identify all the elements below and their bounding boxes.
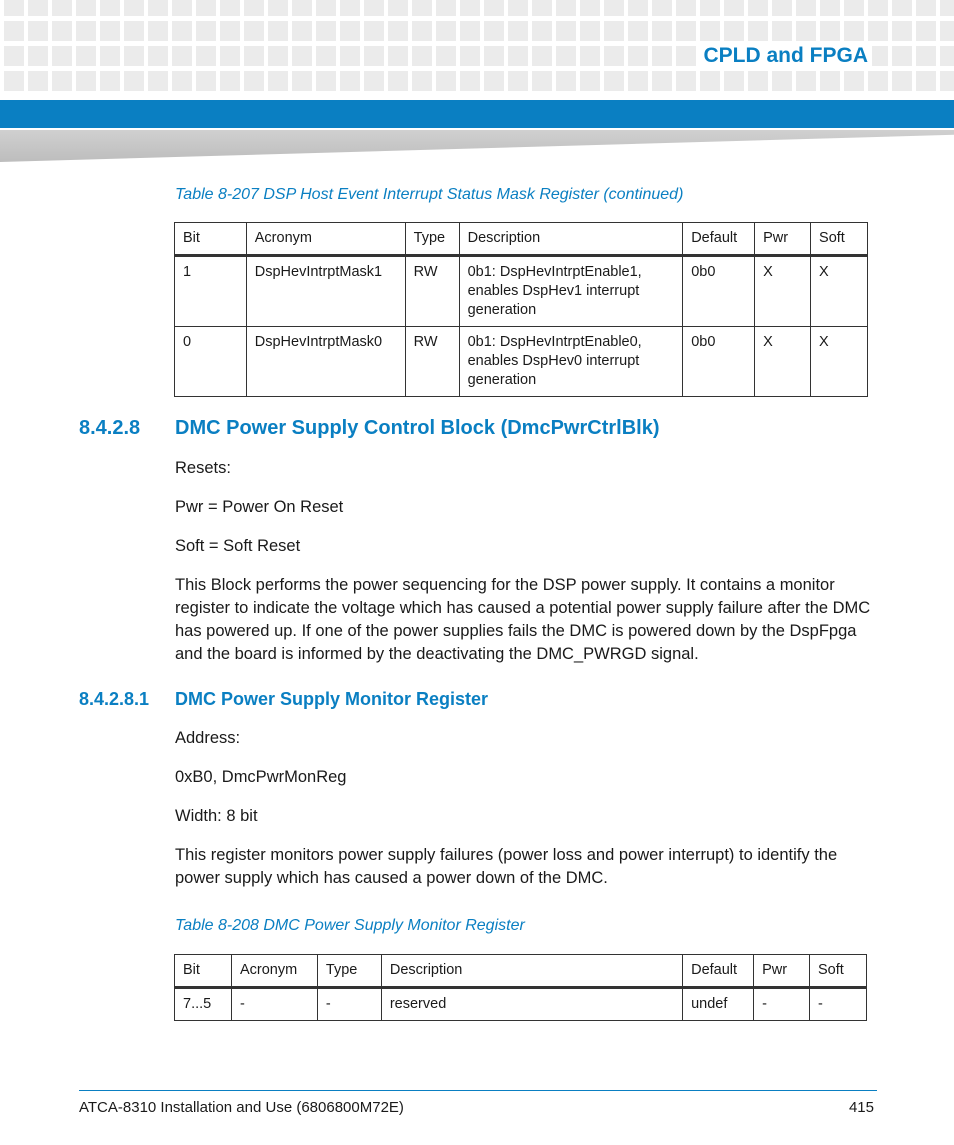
col-type: Type <box>317 955 381 988</box>
cell: 0b1: DspHevIntrptEnable0, enables DspHev0 interrupt generation <box>459 327 683 397</box>
cell: RW <box>405 256 459 327</box>
col-type: Type <box>405 223 459 256</box>
col-pwr: Pwr <box>754 955 810 988</box>
cell: reserved <box>381 988 682 1021</box>
section-heading <box>79 417 660 440</box>
cell: DspHevIntrptMask1 <box>246 256 405 327</box>
cell: X <box>811 256 868 327</box>
subsection-number: 8.4.2.8.1 <box>79 689 150 709</box>
section-number: 8.4.2.8 <box>79 417 141 439</box>
cell: 0b0 <box>683 327 755 397</box>
subsection-heading <box>79 689 488 710</box>
header-band <box>0 100 954 128</box>
table2 <box>174 954 867 1021</box>
col-acronym: Acronym <box>231 955 317 988</box>
table-row <box>175 327 868 397</box>
cell: RW <box>405 327 459 397</box>
cell: 1 <box>175 256 247 327</box>
cell: - <box>810 988 867 1021</box>
paragraph: 0xB0, DmcPwrMonReg <box>175 768 347 786</box>
header-wedge <box>0 130 954 162</box>
cell: X <box>755 256 811 327</box>
table2-caption: Table 8-208 DMC Power Supply Monitor Register <box>175 917 525 934</box>
table-row <box>175 256 868 327</box>
col-pwr: Pwr <box>755 223 811 256</box>
col-bit: Bit <box>175 955 232 988</box>
cell: 0b0 <box>683 256 755 327</box>
paragraph: This Block performs the power sequencing for the DSP power supply. It contains a monitor register to indicate the voltage which has caused a potential power supply failure after the DMC has powered up. If one of the power supplies fails the DMC is powered down by the DspFpga and the board is informed by the deactivating the DMC_PWRGD signal. <box>175 576 871 663</box>
cell: 7...5 <box>175 988 232 1021</box>
footer-document-title: ATCA-8310 Installation and Use (6806800M72E) <box>79 1099 404 1116</box>
cell: X <box>811 327 868 397</box>
table-row <box>175 988 867 1021</box>
cell: DspHevIntrptMask0 <box>246 327 405 397</box>
col-acronym: Acronym <box>246 223 405 256</box>
cell: X <box>755 327 811 397</box>
paragraph: Pwr = Power On Reset <box>175 498 344 516</box>
col-soft: Soft <box>810 955 867 988</box>
paragraph: This register monitors power supply failures (power loss and power interrupt) to identify the power supply which has caused a power down of the DMC. <box>175 846 838 887</box>
paragraph: Resets: <box>175 459 231 477</box>
table-header-row <box>175 223 868 256</box>
table1-caption: Table 8-207 DSP Host Event Interrupt Status Mask Register (continued) <box>175 186 684 203</box>
table-header-row <box>175 955 867 988</box>
col-default: Default <box>683 955 754 988</box>
cell: - <box>317 988 381 1021</box>
subsection-title: DMC Power Supply Monitor Register <box>175 689 489 709</box>
paragraph: Soft = Soft Reset <box>175 537 301 555</box>
col-soft: Soft <box>811 223 868 256</box>
col-description: Description <box>459 223 683 256</box>
table1 <box>174 222 868 397</box>
cell: 0b1: DspHevIntrptEnable1, enables DspHev1 interrupt generation <box>459 256 683 327</box>
col-default: Default <box>683 223 755 256</box>
col-bit: Bit <box>175 223 247 256</box>
page-number: 415 <box>848 1099 874 1116</box>
paragraph: Address: <box>175 729 241 747</box>
cell: - <box>754 988 810 1021</box>
paragraph: Width: 8 bit <box>175 807 258 825</box>
chapter-title: CPLD and FPGA <box>699 42 872 70</box>
cell: 0 <box>175 327 247 397</box>
cell: undef <box>683 988 754 1021</box>
section-title: DMC Power Supply Control Block (DmcPwrCtrlBlk) <box>175 417 660 439</box>
col-description: Description <box>381 955 682 988</box>
cell: - <box>231 988 317 1021</box>
footer-divider <box>79 1090 877 1091</box>
